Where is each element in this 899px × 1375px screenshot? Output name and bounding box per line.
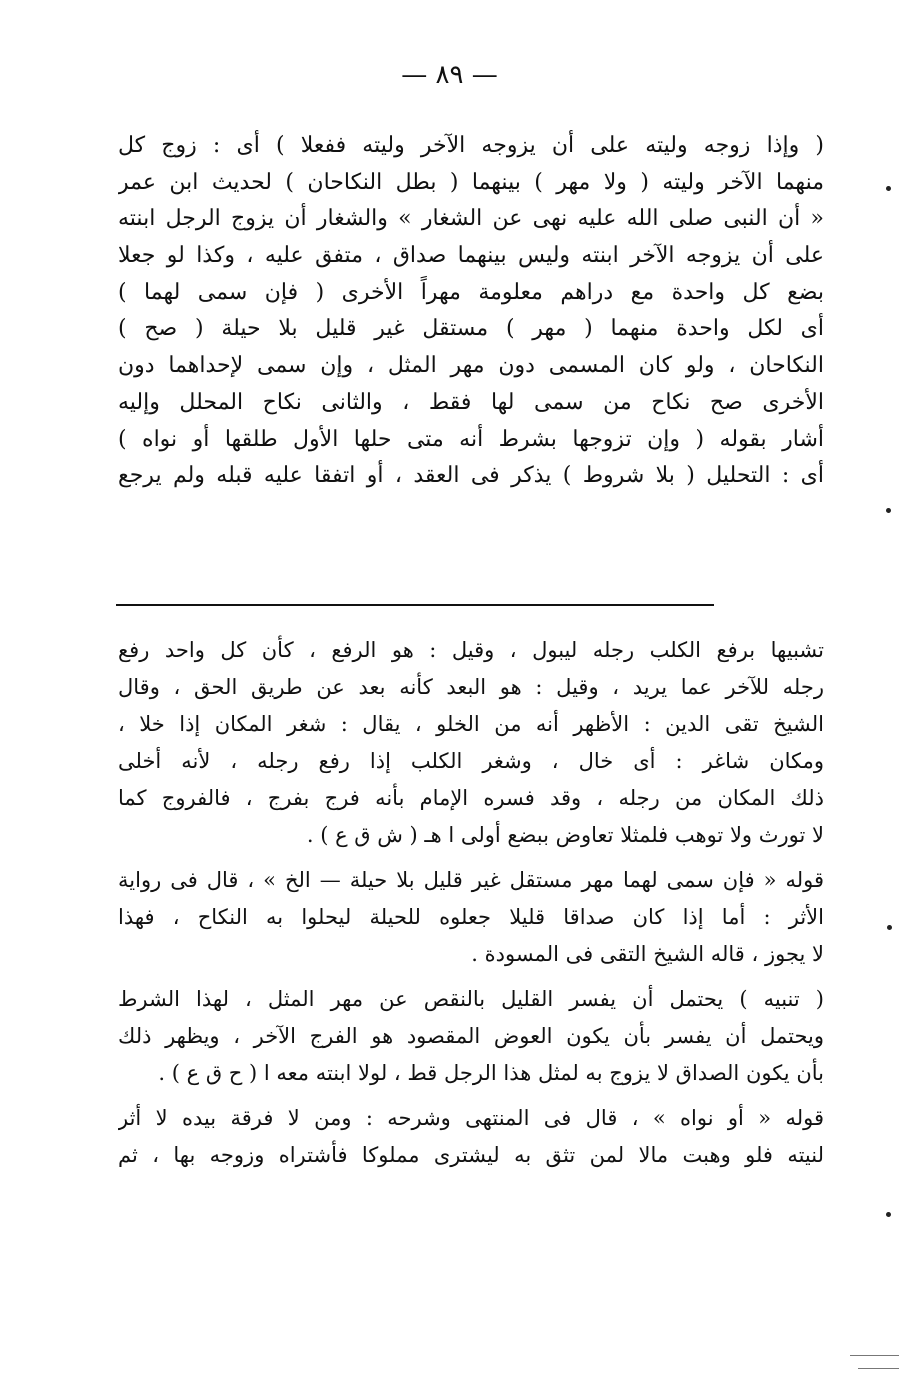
footnote-paragraph — [118, 1100, 824, 1174]
footnote-line: رجله للآخر عما يريد ، وقيل : هو البعد كأنه بعد عن طريق الحق ، وقال — [118, 675, 824, 699]
footnote-paragraph — [118, 981, 824, 1092]
paragraph-gap — [118, 973, 824, 981]
main-text-line: على أن يزوجه الآخر ابنته وليس بينهما صداق ، متفق عليه ، وكذا لو جعلا — [118, 243, 824, 269]
main-text-line: بضع كل واحدة مع دراهم معلومة مهراً الأخرى ( فإن سمى لهما ) — [118, 279, 824, 305]
footnote-line: تشبيها برفع الكلب رجله ليبول ، وقيل : هو الرفع ، كأن كل واحد رفع — [118, 638, 824, 662]
main-text-line: النكاحان ، ولو كان المسمى دون مهر المثل ، وإن سمى لإحداهما دون — [118, 353, 824, 379]
footnote-separator — [116, 604, 714, 606]
scan-mark — [850, 1355, 899, 1356]
footnotes-block — [118, 632, 824, 1174]
footnote-line: ( تنبيه ) يحتمل أن يفسر القليل بالنقص عن مهر المثل ، لهذا الشرط — [118, 987, 824, 1011]
main-text-line: أشار بقوله ( وإن تزوجها بشرط أنه متى حلها الأول طلقها أو نواه ) — [118, 426, 824, 452]
margin-dot — [886, 186, 891, 191]
footnote-line: لا يجوز ، قاله الشيخ التقى فى المسودة . — [471, 942, 824, 966]
page-number: — ٨٩ — — [401, 60, 498, 90]
footnote-line: ذلك المكان من رجله ، وقد فسره الإمام بأنه فرج بفرج ، فالفروج كما — [118, 786, 824, 810]
main-text-block — [118, 128, 824, 495]
margin-dot — [886, 508, 891, 513]
footnote-line: قوله « أو نواه » ، قال فى المنتهى وشرحه : ومن لا فرقة بيده لا أثر — [118, 1106, 824, 1130]
paragraph-gap — [118, 1092, 824, 1100]
footnote-line: الشيخ تقى الدين : الأظهر أنه من الخلو ، يقال : شغر المكان إذا خلا ، — [118, 712, 824, 736]
main-text-line: الأخرى صح نكاح من سمى لها فقط ، والثانى نكاح المحلل وإليه — [118, 389, 824, 415]
margin-dot — [886, 1212, 891, 1217]
footnote-line: بأن يكون الصداق لا يزوج به لمثل هذا الرجل قط ، لولا ابنته معه ا ( ح ق ع ) . — [158, 1061, 824, 1085]
margin-dot — [887, 925, 892, 930]
main-text-line: أى لكل واحدة منهما ( مهر ) مستقل غير قليل بلا حيلة ( صح ) — [118, 316, 824, 342]
footnote-paragraph — [118, 632, 824, 854]
footnote-line: ويحتمل أن يفسر بأن يكون العوض المقصود هو الفرج الآخر ، ويظهر ذلك — [118, 1024, 824, 1048]
footnote-line: ومكان شاغر : أى خال ، وشغر الكلب إذا رفع رجله ، لأنه أخلى — [118, 749, 824, 773]
paragraph-gap — [118, 854, 824, 862]
main-text-line: أى : التحليل ( بلا شروط ) يذكر فى العقد ، أو اتفقا عليه قبله ولم يرجع — [118, 463, 824, 489]
scan-mark — [858, 1368, 899, 1369]
main-text-line: ( وإذا زوجه وليته على أن يزوجه الآخر وليته ففعلا ) أى : زوج كل — [118, 133, 824, 158]
footnote-line: الأثر : أما إذا كان صداقا قليلا جعلوه للحيلة ليحلوا به النكاح ، فهذا — [118, 905, 824, 929]
main-text-line: منهما الآخر وليته ( ولا مهر ) بينهما ( بطل النكاحان ) لحديث ابن عمر — [118, 169, 824, 195]
footnote-line: قوله « فإن سمى لهما مهر مستقل غير قليل بلا حيلة — الخ » ، قال فى رواية — [118, 868, 824, 892]
footnote-paragraph — [118, 862, 824, 973]
main-text-line: « أن النبى صلى الله عليه نهى عن الشغار » والشغار أن يزوج الرجل ابنته — [118, 206, 824, 232]
footnote-line: لنيته فلو وهبت مالا لمن تثق به ليشترى مملوكا فأشتراه وزوجه بها ، ثم — [118, 1143, 824, 1167]
footnote-line: لا تورث ولا توهب فلمثلا تعاوض ببضع أولى ا هـ ( ش ق ع ) . — [306, 823, 824, 847]
